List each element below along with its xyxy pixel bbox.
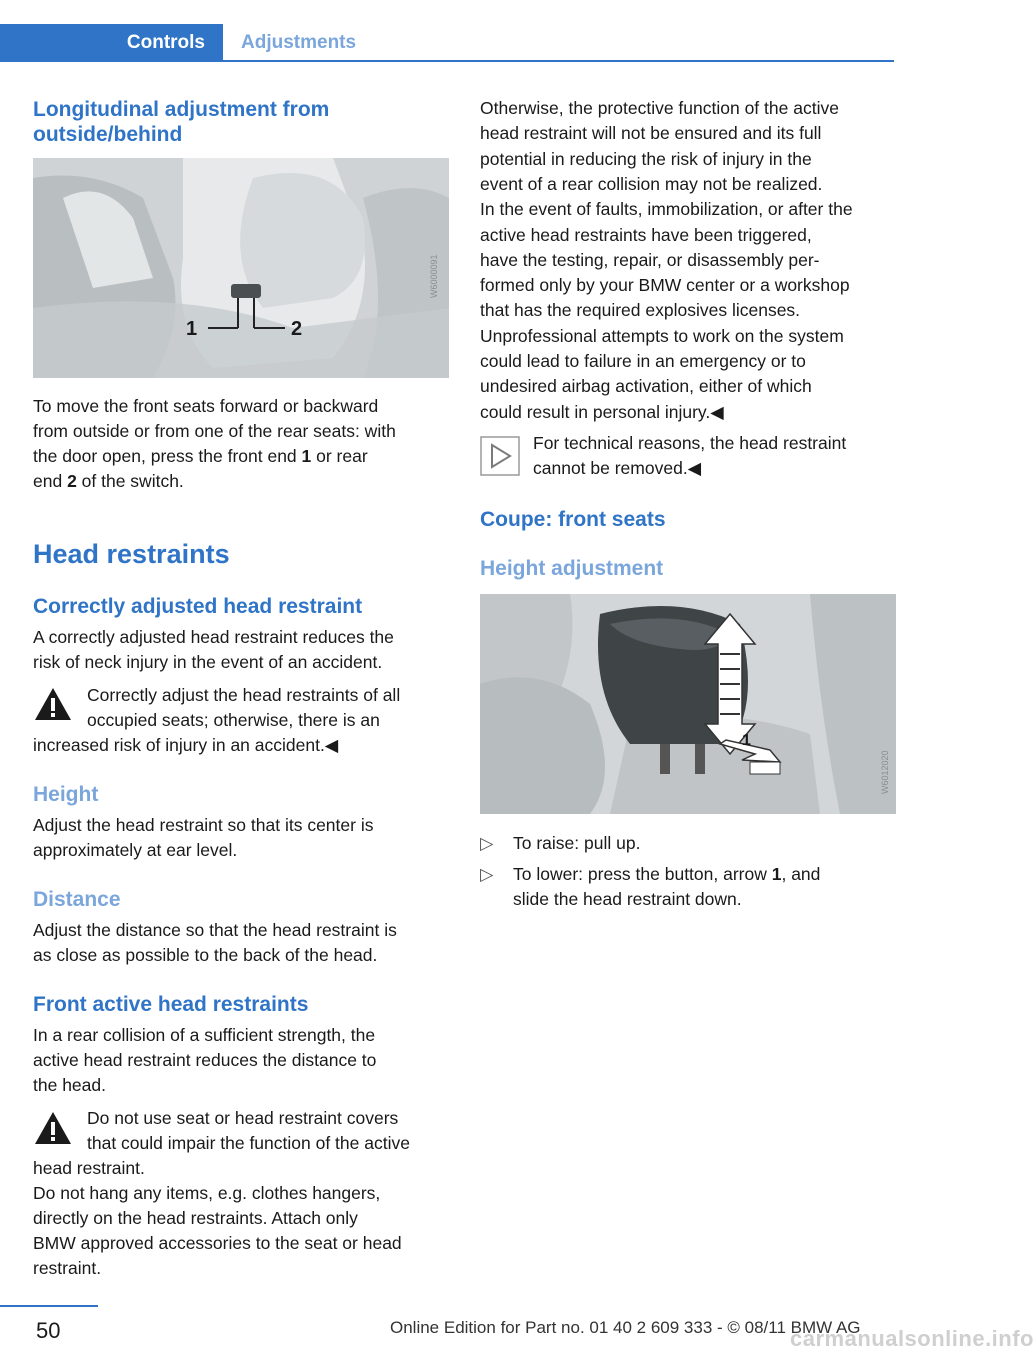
- right-paragraph-line: potential in reducing the risk of injury in the: [480, 148, 812, 169]
- bullet-lower-text: To lower: press the button, arrow 1, and slide the head restraint down.: [513, 864, 821, 910]
- tab-controls[interactable]: Controls: [0, 24, 223, 61]
- bullet-lower: [480, 862, 896, 914]
- warn1-line2: occupied seats; otherwise, there is an: [87, 710, 380, 730]
- heading-longitudinal-line2: outside/behind: [33, 123, 183, 146]
- note-line1: For technical reasons, the head restraint: [533, 433, 847, 453]
- warn2-line5: directly on the head restraints. Attach only: [33, 1208, 358, 1228]
- note-line2: cannot be removed.◀: [533, 458, 702, 478]
- photo-seat-switch: [33, 158, 449, 378]
- seat-switch-illustration: [33, 158, 449, 378]
- heading-height: Height: [33, 783, 99, 806]
- photo2-code: W6012020: [880, 750, 890, 794]
- warning-icon: [33, 1109, 73, 1147]
- photo1-label-1: 1: [186, 318, 198, 340]
- heading-coupe-front-seats: Coupe: front seats: [480, 508, 666, 531]
- heading-correctly-adjusted: Correctly adjusted head restraint: [33, 595, 363, 618]
- photo1-label-2: 2: [291, 318, 303, 340]
- right-paragraph-line: formed only by your BMW center or a workshop: [480, 275, 850, 296]
- heading-front-active: Front active head restraints: [33, 993, 309, 1016]
- page-number: 50: [36, 1318, 61, 1343]
- right-paragraph-line: event of a rear collision may not be realized.: [480, 173, 823, 194]
- right-paragraph-line: could lead to failure in an emergency or to: [480, 351, 806, 371]
- correctly-line1: A correctly adjusted head restraint reduces the: [33, 627, 394, 647]
- watermark: carmanualsonline.info: [790, 1326, 1034, 1351]
- right-paragraph-line: Otherwise, the protective function of the active: [480, 98, 839, 118]
- bullet-marker: ▷: [480, 864, 494, 884]
- heading-distance: Distance: [33, 888, 121, 911]
- photo1-code: W6000091: [429, 254, 439, 298]
- warn1-line1: Correctly adjust the head restraints of all: [87, 685, 401, 705]
- distance-line1: Adjust the distance so that the head restraint is: [33, 920, 397, 940]
- heading-height-adjustment: Height adjustment: [480, 557, 664, 580]
- right-paragraph-line: Unprofessional attempts to work on the system: [480, 325, 844, 346]
- warn2-line7: restraint.: [33, 1258, 102, 1278]
- warn2-line1: Do not use seat or head restraint covers: [87, 1108, 399, 1128]
- right-paragraph-line: In the event of faults, immobilization, or after the: [480, 199, 853, 220]
- photo-head-restraint: [480, 594, 896, 814]
- height-line1: Adjust the head restraint so that its center is: [33, 815, 374, 835]
- head-restraint-illustration: [480, 594, 896, 814]
- right-paragraph-line: could result in personal injury.◀: [480, 401, 724, 422]
- warn1-line3: increased risk of injury in an accident.◀: [33, 735, 339, 755]
- active-line1: In a rear collision of a sufficient strength, the: [33, 1025, 376, 1045]
- warn2-line3: head restraint.: [33, 1158, 145, 1178]
- right-paragraph-line: active head restraints have been triggered,: [480, 224, 812, 245]
- bullet-raise: [480, 831, 896, 857]
- photo2-label-1: 1: [742, 732, 751, 749]
- bullet-raise-text: To raise: pull up.: [513, 833, 641, 853]
- warning-icon: [33, 685, 73, 723]
- distance-line2: as close as possible to the back of the head.: [33, 945, 378, 965]
- note-triangle-icon: [480, 436, 520, 476]
- footer-rule: [0, 1305, 98, 1307]
- right-paragraph-line: that has the required explosives licenses.: [480, 300, 801, 321]
- header-rule: [0, 60, 894, 62]
- warn2-line4: Do not hang any items, e.g. clothes hangers,: [33, 1183, 381, 1203]
- long-body-line2: from outside or from one of the rear seats: with: [33, 421, 396, 441]
- heading-head-restraints: Head restraints: [33, 539, 230, 569]
- tab-adjustments[interactable]: Adjustments: [241, 31, 357, 53]
- warn2-line6: BMW approved accessories to the seat or head: [33, 1233, 402, 1253]
- long-body-line3: the door open, press the front end 1 or rear: [33, 446, 368, 466]
- bullet-marker: ▷: [480, 833, 494, 853]
- active-line3: the head.: [33, 1075, 106, 1095]
- active-line2: active head restraint reduces the distance to: [33, 1050, 377, 1070]
- heading-longitudinal-line1: Longitudinal adjustment from: [33, 98, 330, 121]
- right-paragraph-line: head restraint will not be ensured and its full: [480, 123, 822, 144]
- long-body-line1: To move the front seats forward or backward: [33, 396, 379, 416]
- footer-edition: Online Edition for Part no. 01 40 2 609 333 - © 08/11 BMW AG: [390, 1318, 861, 1337]
- correctly-line2: risk of neck injury in the event of an accident.: [33, 652, 383, 672]
- right-paragraph-line: undesired airbag activation, either of which: [480, 376, 812, 397]
- warn2-line2: that could impair the function of the active: [87, 1133, 410, 1153]
- long-body-line4: end 2 of the switch.: [33, 471, 184, 491]
- height-line2: approximately at ear level.: [33, 840, 238, 860]
- right-paragraph-line: have the testing, repair, or disassembly per-: [480, 249, 820, 270]
